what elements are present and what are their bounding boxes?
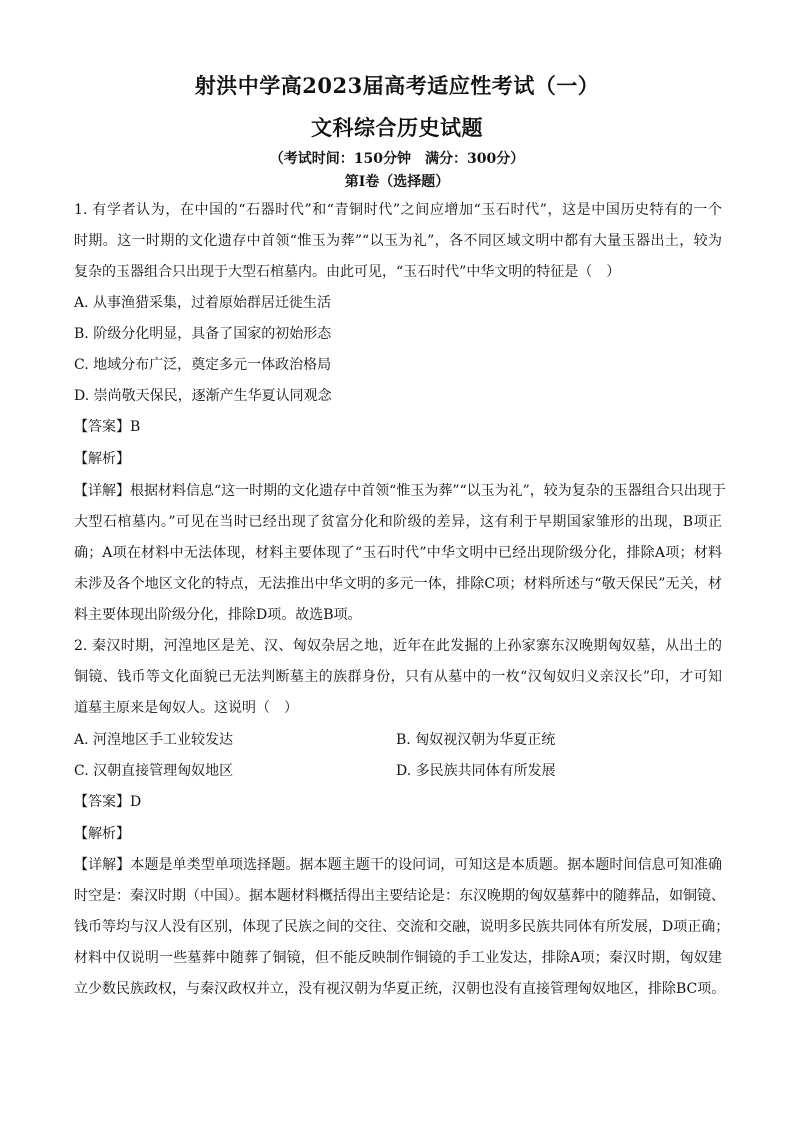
section-heading: 第Ⅰ卷（选择题） bbox=[344, 174, 450, 190]
q1-stem-line: 复杂的玉器组合只出现于大型石棺墓内。由此可见，“玉石时代”中华文明的特征是（ ） bbox=[74, 264, 621, 280]
q1-detail-line: 【详解】根据材料信息“这一时期的文化遗存中首领“惟玉为葬”“以玉为礼”，较为复杂的玉器组合只出现于 bbox=[74, 483, 726, 499]
q1-stem-line: 1. 有学者认为，在中国的“石器时代”和“青铜时代”之间应增加“玉石时代”，这是中国历史特有的一个 bbox=[74, 202, 722, 218]
q1-option-c: C. 地域分布广泛，奠定多元一体政治格局 bbox=[74, 357, 332, 373]
subject-title: 文科综合历史试题 bbox=[311, 115, 483, 140]
q1-detail-line: 未涉及各个地区文化的特点，无法推出中华文明的多元一体，排除C项；材料所述与“敬天保民”无关，材 bbox=[74, 576, 722, 592]
exam-info: （考试时间：150分钟 满分：300分） bbox=[269, 151, 525, 167]
q1-option-b: B. 阶级分化明显，具备了国家的初始形态 bbox=[74, 326, 332, 342]
q2-option-b: B. 匈奴视汉朝为华夏正统 bbox=[396, 732, 556, 748]
q2-detail-line: 材料中仅说明一些墓葬中随葬了铜镜，但不能反映制作铜镜的手工业发达，排除A项；秦汉时期，匈奴建 bbox=[74, 950, 722, 966]
q2-stem-line: 2. 秦汉时期，河湟地区是羌、汉、匈奴杂居之地，近年在此发掘的上孙家寨东汉晚期匈奴墓，从出土的 bbox=[74, 638, 722, 654]
exam-title: 射洪中学高2023届高考适应性考试（一） bbox=[194, 73, 600, 98]
q1-detail-line: 确；A项在材料中无法体现，材料主要体现了“玉石时代”中华文明中已经出现阶级分化，排除A项；材料 bbox=[74, 545, 722, 561]
q2-answer: 【答案】D bbox=[74, 794, 142, 810]
q1-option-d: D. 崇尚敬天保民，逐渐产生华夏认同观念 bbox=[74, 388, 332, 404]
q1-option-a: A. 从事渔猎采集，过着原始群居迁徙生活 bbox=[74, 295, 332, 311]
q2-option-c: C. 汉朝直接管理匈奴地区 bbox=[74, 763, 234, 779]
q2-detail-line: 立少数民族政权，与秦汉政权并立，没有视汉朝为华夏正统，汉朝也没有直接管理匈奴地区，排除BC项。 bbox=[74, 981, 726, 997]
q2-detail-line: 钱币等均与汉人没有区别，体现了民族之间的交往、交流和交融，说明多民族共同体有所发展，D项正确； bbox=[74, 919, 730, 935]
q2-option-a: A. 河湟地区手工业较发达 bbox=[74, 732, 234, 748]
q2-stem-line: 铜镜、钱币等文化面貌已无法判断墓主的族群身份，只有从墓中的一枚“汉匈奴归义亲汉长”印，才可知 bbox=[74, 669, 722, 685]
q2-stem-line: 道墓主原来是匈奴人。这说明（ ） bbox=[74, 700, 298, 716]
q2-analysis-label: 【解析】 bbox=[74, 826, 130, 842]
q1-answer: 【答案】B bbox=[74, 419, 141, 435]
q2-detail-line: 时空是：秦汉时期（中国）。据本题材料概括得出主要结论是：东汉晚期的匈奴墓葬中的随葬品，如铜镜、 bbox=[74, 888, 725, 904]
q1-detail-line: 料主要体现出阶级分化，排除D项。故选B项。 bbox=[74, 607, 362, 623]
q1-stem-line: 时期。这一时期的文化遗存中首领“惟玉为葬”“以玉为礼”，各不同区域文明中都有大量玉器出土，较为 bbox=[74, 233, 722, 249]
q2-detail-line: 【详解】本题是单类型单项选择题。据本题主题干的设问词，可知这是本质题。据本题时间信息可知准确 bbox=[74, 857, 722, 873]
q1-analysis-label: 【解析】 bbox=[74, 451, 130, 467]
q2-option-d: D. 多民族共同体有所发展 bbox=[396, 763, 556, 779]
q1-detail-line: 大型石棺墓内。”可见在当时已经出现了贫富分化和阶级的差异，这有利于早期国家雏形的出现，B项正 bbox=[74, 514, 722, 530]
